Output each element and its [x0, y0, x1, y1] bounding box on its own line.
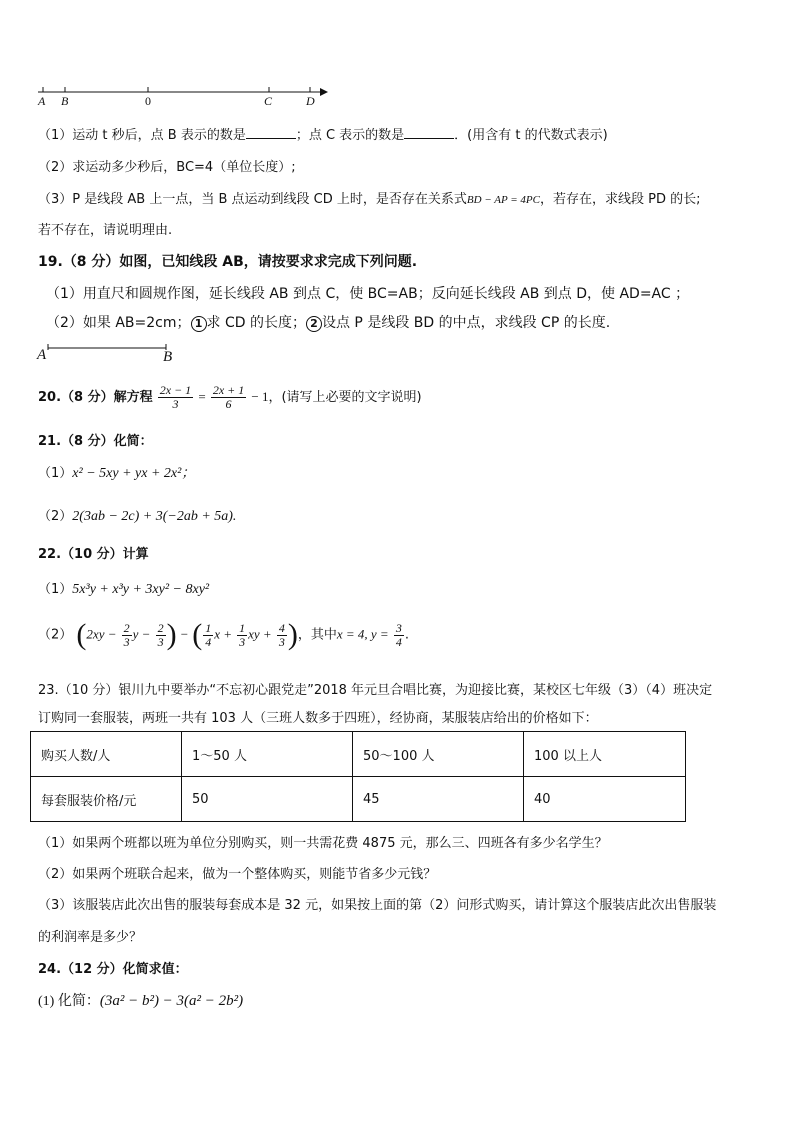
nl-label-d: D — [306, 94, 315, 108]
q21-part1: （1）x² − 5xy + yx + 2x²； — [38, 466, 196, 481]
table-cell: 45 — [353, 777, 524, 822]
circled-number-2: 2 — [306, 316, 322, 332]
table-cell: 50～100 人 — [353, 732, 524, 777]
q18-part2: （2）求运动多少秒后，BC=4（单位长度）; — [38, 160, 296, 175]
circled-number-1: 1 — [191, 316, 207, 332]
q23-part1: （1）如果两个班都以班为单位分别购买，则一共需花费 4875 元，那么三、四班各有多少名学生？ — [38, 836, 608, 851]
q23-part2: （2）如果两个班联合起来，做为一个整体购买，则能节省多少元钱？ — [38, 867, 437, 882]
q19-part1: （1）用直尺和圆规作图，延长线段 AB 到点 C，使 BC=AB；反向延长线段 AB 到点 D，使 AD=AC ； — [46, 286, 690, 302]
q20-line: 20.（8 分）解方程 $\frac{2x - 1}{3}$ = $\frac{2x + 1}{6}$ − 1，(请写上必要的文字说明) — [38, 383, 422, 411]
segment-label-a: A — [37, 347, 47, 363]
segment-ab — [44, 344, 170, 354]
q24-heading: 24.（12 分）化简求值： — [38, 962, 188, 977]
q18-part1: （1）运动 t 秒后，点 B 表示的数是 ；点 C 表示的数是 ．(用含有 t 的代数式表示) — [38, 128, 608, 143]
segment-label-b: B — [163, 349, 173, 365]
answer-blank — [246, 126, 296, 139]
q18-part3: （3）P 是线段 AB 上一点，当 B 点运动到线段 CD 上时，是否存在关系式BD − AP = 4PC，若存在，求线段 PD 的长; — [38, 192, 701, 207]
table-cell: 购买人数/人 — [31, 732, 182, 777]
q22-part1: （1）5x³y + x³y + 3xy² − 8xy² — [38, 582, 210, 597]
fraction: $\frac{2x + 1}{6}$ — [212, 383, 245, 411]
q19-heading: 19.（8 分）如图，已知线段 AB，请按要求求完成下列问题. — [38, 254, 418, 270]
q24-part1: (1) 化简：(3a² − b²) − 3(a² − 2b²) — [38, 993, 244, 1009]
q21-heading: 21.（8 分）化简： — [38, 434, 153, 449]
q22-part2: （2） (2xy − $\frac{2}{3}$ y − $\frac{2}{3}$ ) − ( $\frac{1}{4}$ x + $\frac{1}{3}$ xy + $\frac{4}{3}$ )，其中x = 4, y = $\frac{3}{4}$ . — [38, 618, 409, 651]
price-table — [30, 731, 686, 822]
nl-label-0: 0 — [145, 94, 151, 108]
q19-part2: （2）如果 AB=2cm； 1 求 CD 的长度； 2 设点 P 是线段 BD 的中点，求线段 CP 的长度. — [46, 315, 611, 331]
q22-heading: 22.（10 分）计算 — [38, 547, 149, 562]
q21-part2: （2）2(3ab − 2c) + 3(−2ab + 5a). — [38, 509, 237, 524]
q23-part3-cont: 的利润率是多少？ — [38, 930, 143, 945]
nl-label-c: C — [264, 94, 273, 108]
answer-blank — [404, 126, 454, 139]
fraction: $\frac{2x - 1}{3}$ — [159, 383, 192, 411]
number-line — [34, 84, 334, 110]
table-row — [31, 732, 686, 777]
table-cell: 每套服装价格/元 — [31, 777, 182, 822]
table-cell: 100 以上人 — [524, 732, 686, 777]
nl-label-a: A — [38, 94, 46, 108]
table-row — [31, 777, 686, 822]
table-cell: 50 — [182, 777, 353, 822]
nl-label-b: B — [61, 94, 69, 108]
table-cell: 40 — [524, 777, 686, 822]
q23-heading: 23.（10 分）银川九中要举办“不忘初心跟党走”2018 年元旦合唱比赛，为迎接比赛，某校区七年级（3）（4）班决定 — [38, 683, 713, 698]
q23-part3: （3）该服装店此次出售的服装每套成本是 32 元，如果按上面的第（2）问形式购买，请计算这个服装店此次出售服装 — [38, 898, 717, 913]
table-cell: 1～50 人 — [182, 732, 353, 777]
q23-heading-cont: 订购同一套服装，两班一共有 103 人（三班人数多于四班），经协商，某服装店给出的价格如下： — [38, 711, 598, 726]
q18-part3-cont: 若不存在，请说明理由. — [38, 223, 173, 238]
